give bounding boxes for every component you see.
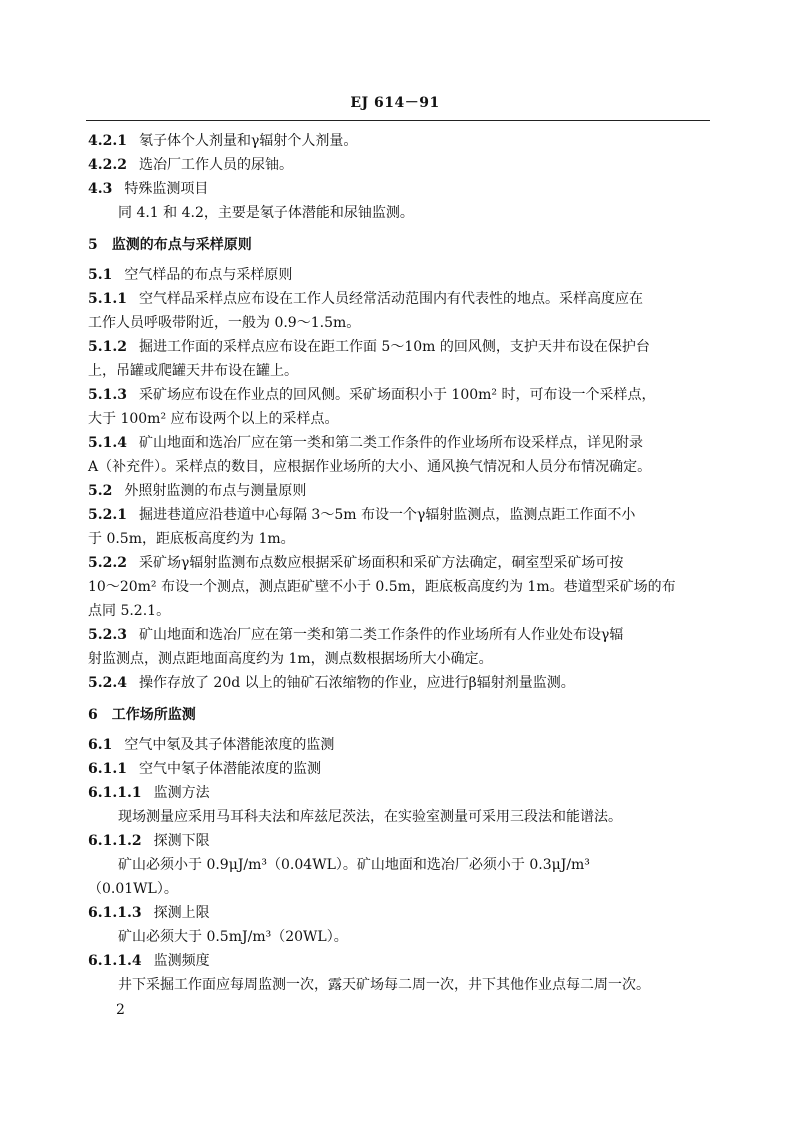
- clause-4-3: [88, 177, 712, 201]
- clause-number: 5.2.2: [88, 555, 127, 571]
- clause-number: 6.1.1.4: [88, 953, 142, 969]
- clause-number: 4.2.2: [88, 157, 127, 173]
- clause-5-2-2-continued-2: 点同 5.2.1。: [88, 603, 171, 619]
- header-divider: [86, 120, 710, 121]
- clause-5-1-4-continued: A（补充件）。采样点的数目，应根据作业场所的大小、通风换气情况和人员分布情况确定。: [88, 459, 652, 475]
- paragraph-6-1-1-2: 矿山必须小于 0.9μJ/m³（0.04WL）。矿山地面和选冶厂必须小于 0.3μJ/m³: [118, 857, 590, 873]
- clause-number: 6.1.1.1: [88, 785, 142, 801]
- clause-5-2-2-continued: 10～20m² 布设一个测点，测点距矿壁不小于 0.5m，距底板高度约为 1m。巷道型采矿场的布: [88, 579, 676, 595]
- clause-6-1: [88, 733, 712, 757]
- clause-text: 监测频度: [153, 953, 210, 969]
- clause-text: 操作存放了 20d 以上的铀矿石浓缩物的作业，应进行β辐射剂量监测。: [138, 675, 575, 691]
- clause-5-2-1: [88, 503, 712, 527]
- clause-number: 5.2: [88, 483, 113, 499]
- paragraph-4-3: 同 4.1 和 4.2，主要是氡子体潜能和尿铀监测。: [118, 205, 414, 221]
- clause-number: 5.1.1: [88, 291, 127, 307]
- clause-5-1-4: [88, 431, 712, 455]
- clause-number: 5.2.4: [88, 675, 127, 691]
- section-title: 监测的布点与采样原则: [111, 237, 252, 253]
- clause-6-1-1: [88, 757, 712, 781]
- clause-number: 5.2.1: [88, 507, 127, 523]
- clause-number: 6.1.1.2: [88, 833, 142, 849]
- clause-5-1-1-continued: 工作人员呼吸带附近，一般为 0.9～1.5m。: [88, 315, 361, 331]
- clause-number: 6.1.1.3: [88, 905, 142, 921]
- page-number: 2: [116, 1002, 125, 1018]
- clause-5-2-3-continued: 射监测点，测点距地面高度约为 1m，测点数根据场所大小确定。: [88, 651, 493, 667]
- section-title: 工作场所监测: [111, 707, 196, 723]
- clause-text: 探测下限: [153, 833, 210, 849]
- clause-5-2-2: [88, 551, 712, 575]
- clause-number: 5.2.3: [88, 627, 127, 643]
- clause-text: 外照射监测的布点与测量原则: [124, 483, 307, 499]
- clause-5-1-3: [88, 383, 712, 407]
- clause-5-2-4: [88, 671, 712, 695]
- clause-5-1-3-continued: 大于 100m² 应布设两个以上的采样点。: [88, 411, 339, 427]
- clause-text: 掘进巷道应沿巷道中心每隔 3～5m 布设一个γ辐射监测点，监测点距工作面不小: [138, 507, 636, 523]
- section-5-heading: [88, 233, 712, 257]
- clause-text: 空气样品的布点与采样原则: [124, 267, 293, 283]
- section-6-heading: [88, 703, 712, 727]
- clause-5-1-2: [88, 335, 712, 359]
- clause-text: 监测方法: [153, 785, 210, 801]
- clause-number: 4.2.1: [88, 133, 127, 149]
- paragraph-6-1-1-2-continued: （0.01WL）。: [88, 881, 178, 897]
- section-number: 6: [88, 707, 98, 723]
- clause-text: 空气中氡子体潜能浓度的监测: [138, 761, 321, 777]
- clause-text: 特殊监测项目: [124, 181, 209, 197]
- clause-4-2-2: [88, 153, 712, 177]
- clause-5-1: [88, 263, 712, 287]
- clause-number: 5.1.2: [88, 339, 127, 355]
- clause-text: 采矿场γ辐射监测布点数应根据采矿场面积和采矿方法确定，硐室型采矿场可按: [138, 555, 624, 571]
- clause-text: 空气中氡及其子体潜能浓度的监测: [124, 737, 335, 753]
- clause-text: 采矿场应布设在作业点的回风侧。采矿场面积小于 100m² 时，可布设一个采样点，: [138, 387, 656, 403]
- paragraph-6-1-1-4: 井下采掘工作面应每周监测一次，露天矿场每二周一次，井下其他作业点每二周一次。: [118, 977, 650, 993]
- clause-text: 探测上限: [153, 905, 210, 921]
- clause-text: 掘进工作面的采样点应布设在距工作面 5～10m 的回风侧，支护天井布设在保护台: [138, 339, 650, 355]
- clause-text: 氡子体个人剂量和γ辐射个人剂量。: [138, 133, 358, 149]
- clause-5-2: [88, 479, 712, 503]
- clause-6-1-1-4: [88, 949, 712, 973]
- clause-5-2-3: [88, 623, 712, 647]
- clause-text: 选冶厂工作人员的尿铀。: [138, 157, 293, 173]
- clause-text: 矿山地面和选冶厂应在第一类和第二类工作条件的作业场所有人作业处布设γ辐: [138, 627, 624, 643]
- paragraph-6-1-1-1: 现场测量应采用马耳科夫法和库兹尼茨法，在实验室测量可采用三段法和能谱法。: [118, 809, 622, 825]
- clause-5-1-2-continued: 上，吊罐或爬罐天井布设在罐上。: [88, 363, 298, 379]
- clause-number: 5.1: [88, 267, 113, 283]
- clause-text: 空气样品采样点应布设在工作人员经常活动范围内有代表性的地点。采样高度应在: [138, 291, 643, 307]
- clause-number: 5.1.4: [88, 435, 127, 451]
- clause-6-1-1-2: [88, 829, 712, 853]
- clause-number: 5.1.3: [88, 387, 127, 403]
- clause-6-1-1-3: [88, 901, 712, 925]
- clause-4-2-1: [88, 129, 712, 153]
- section-number: 5: [88, 237, 98, 253]
- clause-5-2-1-continued: 于 0.5m，距底板高度约为 1m。: [88, 531, 295, 547]
- clause-5-1-1: [88, 287, 712, 311]
- paragraph-6-1-1-3: 矿山必须大于 0.5mJ/m³（20WL）。: [118, 929, 348, 945]
- document-code-header: EJ 614－91: [350, 95, 440, 111]
- clause-6-1-1-1: [88, 781, 712, 805]
- clause-number: 6.1.1: [88, 761, 127, 777]
- document-body: [88, 129, 712, 997]
- clause-text: 矿山地面和选冶厂应在第一类和第二类工作条件的作业场所布设采样点，详见附录: [138, 435, 643, 451]
- clause-number: 4.3: [88, 181, 113, 197]
- clause-number: 6.1: [88, 737, 113, 753]
